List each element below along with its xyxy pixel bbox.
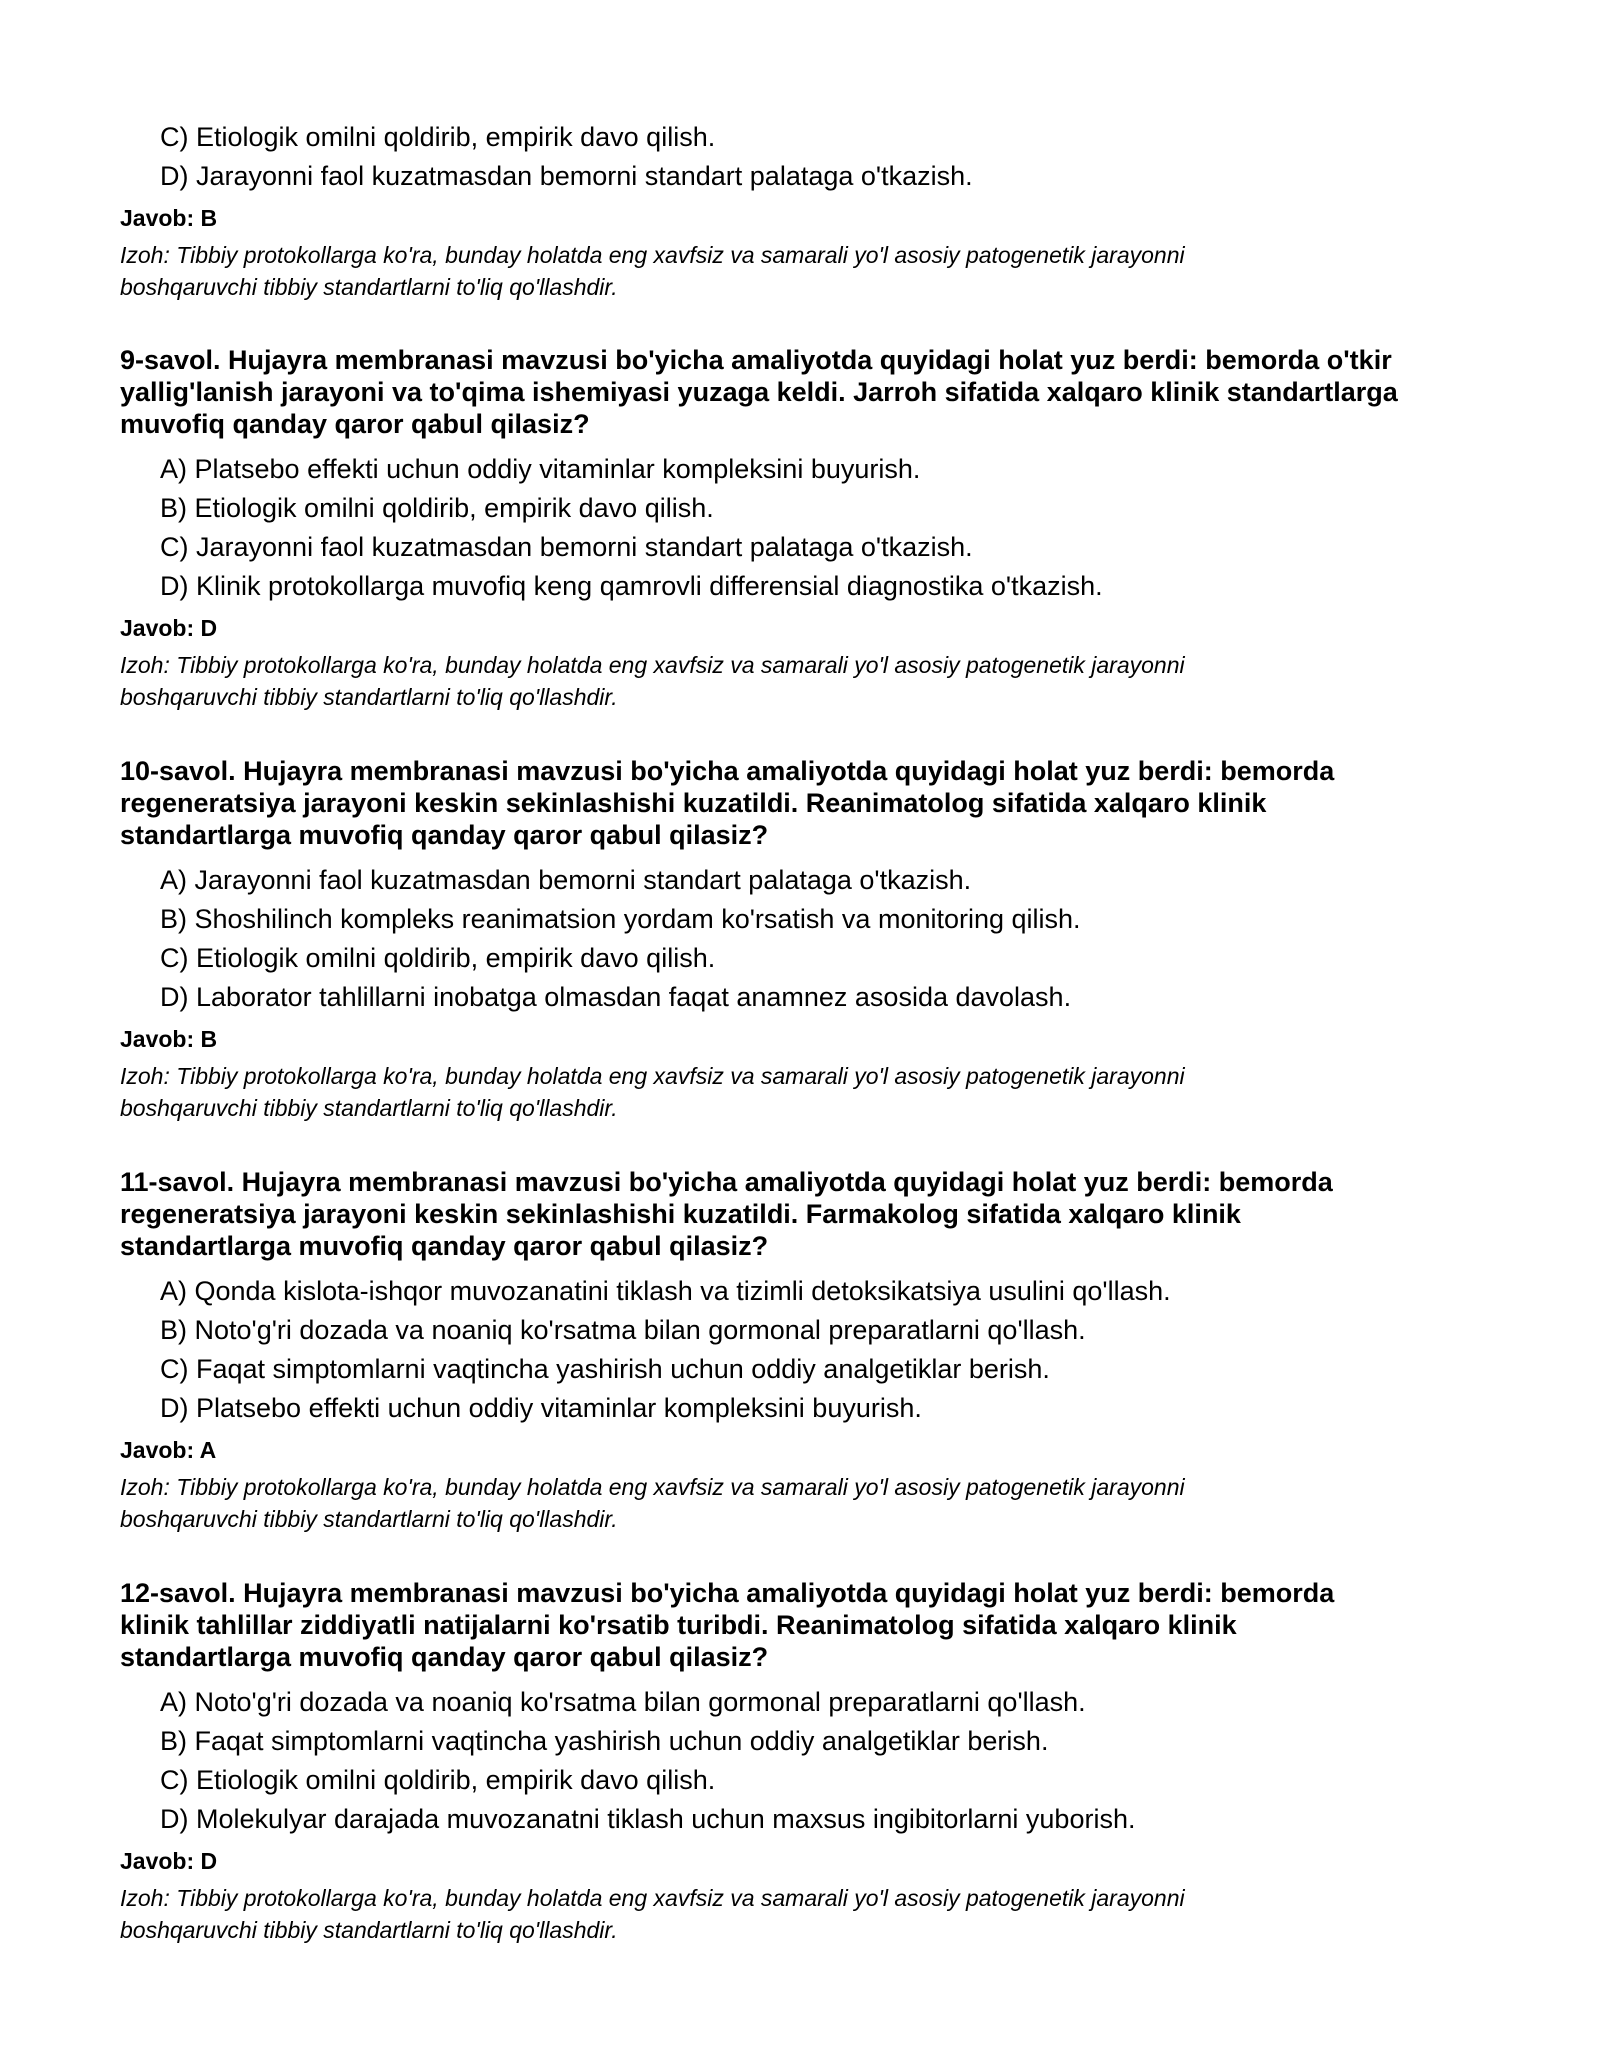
question-8-continuation (120, 118, 1500, 303)
question-title (120, 1577, 1500, 1673)
question-title-line: standartlarga muvofiq qanday qaror qabul qilasiz? (120, 1642, 769, 1672)
explanation-note (120, 239, 1500, 303)
answer-label: Javob: D (120, 615, 218, 641)
question-title-line: standartlarga muvofiq qanday qaror qabul qilasiz? (120, 820, 769, 850)
option-a: A) Jarayonni faol kuzatmasdan bemorni standart palataga o'tkazish. (160, 865, 972, 895)
question-title (120, 1166, 1500, 1262)
option-a: A) Qonda kislota-ishqor muvozanatini tiklash va tizimli detoksikatsiya usulini qo'llash. (160, 1276, 1171, 1306)
option-c: C) Etiologik omilni qoldirib, empirik davo qilish. (160, 1765, 716, 1795)
option-d: D) Klinik protokollarga muvofiq keng qamrovli differensial diagnostika o'tkazish. (160, 571, 1103, 601)
note-line: boshqaruvchi tibbiy standartlarni to'liq qo'llashdir. (120, 1917, 618, 1943)
answer-label: Javob: D (120, 1848, 218, 1874)
option-d: D) Jarayonni faol kuzatmasdan bemorni standart palataga o'tkazish. (160, 161, 973, 191)
question-title (120, 755, 1500, 851)
option-d: D) Laborator tahlillarni inobatga olmasdan faqat anamnez asosida davolash. (160, 982, 1072, 1012)
question-12 (120, 1577, 1500, 1947)
option-b: B) Shoshilinch kompleks reanimatsion yordam ko'rsatish va monitoring qilish. (160, 904, 1081, 934)
question-title-line: 11-savol. Hujayra membranasi mavzusi bo'yicha amaliyotda quyidagi holat yuz berdi: bemorda (120, 1167, 1333, 1197)
option-c: C) Faqat simptomlarni vaqtincha yashirish uchun oddiy analgetiklar berish. (160, 1354, 1050, 1384)
note-line: Izoh: Tibbiy protokollarga ko'ra, bunday holatda eng xavfsiz va samarali yo'l asosiy patogenetik jarayonni (120, 1885, 1185, 1911)
option-c: C) Jarayonni faol kuzatmasdan bemorni standart palataga o'tkazish. (160, 532, 973, 562)
question-10 (120, 755, 1500, 1125)
question-11 (120, 1166, 1500, 1536)
answer-label: Javob: B (120, 205, 218, 231)
option-a: A) Platsebo effekti uchun oddiy vitaminlar kompleksini buyurish. (160, 454, 921, 484)
note-line: Izoh: Tibbiy protokollarga ko'ra, bunday holatda eng xavfsiz va samarali yo'l asosiy patogenetik jarayonni (120, 652, 1185, 678)
explanation-note (120, 1471, 1500, 1535)
option-b: B) Faqat simptomlarni vaqtincha yashirish uchun oddiy analgetiklar berish. (160, 1726, 1049, 1756)
answer-label: Javob: B (120, 1026, 218, 1052)
explanation-note (120, 1060, 1500, 1124)
question-title-line: 9-savol. Hujayra membranasi mavzusi bo'yicha amaliyotda quyidagi holat yuz berdi: bemorda o'tkir (120, 345, 1392, 375)
question-title-line: 10-savol. Hujayra membranasi mavzusi bo'yicha amaliyotda quyidagi holat yuz berdi: bemorda (120, 756, 1335, 786)
question-9 (120, 344, 1500, 714)
question-title-line: regeneratsiya jarayoni keskin sekinlashishi kuzatildi. Farmakolog sifatida xalqaro klinik (120, 1199, 1241, 1229)
question-title-line: muvofiq qanday qaror qabul qilasiz? (120, 409, 590, 439)
note-line: boshqaruvchi tibbiy standartlarni to'liq qo'llashdir. (120, 684, 618, 710)
question-title-line: yallig'lanish jarayoni va to'qima ishemiyasi yuzaga keldi. Jarroh sifatida xalqaro klinik standartlarga (120, 377, 1398, 407)
question-title-line: standartlarga muvofiq qanday qaror qabul qilasiz? (120, 1231, 769, 1261)
option-b: B) Noto'g'ri dozada va noaniq ko'rsatma bilan gormonal preparatlarni qo'llash. (160, 1315, 1086, 1345)
option-a: A) Noto'g'ri dozada va noaniq ko'rsatma bilan gormonal preparatlarni qo'llash. (160, 1687, 1086, 1717)
explanation-note (120, 649, 1500, 713)
note-line: Izoh: Tibbiy protokollarga ko'ra, bunday holatda eng xavfsiz va samarali yo'l asosiy patogenetik jarayonni (120, 1474, 1185, 1500)
option-b: B) Etiologik omilni qoldirib, empirik davo qilish. (160, 493, 714, 523)
question-title-line: 12-savol. Hujayra membranasi mavzusi bo'yicha amaliyotda quyidagi holat yuz berdi: bemorda (120, 1578, 1335, 1608)
question-title (120, 344, 1500, 440)
note-line: Izoh: Tibbiy protokollarga ko'ra, bunday holatda eng xavfsiz va samarali yo'l asosiy patogenetik jarayonni (120, 1063, 1185, 1089)
note-line: Izoh: Tibbiy protokollarga ko'ra, bunday holatda eng xavfsiz va samarali yo'l asosiy patogenetik jarayonni (120, 242, 1185, 268)
note-line: boshqaruvchi tibbiy standartlarni to'liq qo'llashdir. (120, 274, 618, 300)
explanation-note (120, 1882, 1500, 1946)
option-d: D) Platsebo effekti uchun oddiy vitaminlar kompleksini buyurish. (160, 1393, 922, 1423)
answer-label: Javob: A (120, 1437, 217, 1463)
option-d: D) Molekulyar darajada muvozanatni tiklash uchun maxsus ingibitorlarni yuborish. (160, 1804, 1136, 1834)
question-title-line: klinik tahlillar ziddiyatli natijalarni ko'rsatib turibdi. Reanimatolog sifatida xalqaro klinik (120, 1610, 1237, 1640)
question-title-line: regeneratsiya jarayoni keskin sekinlashishi kuzatildi. Reanimatolog sifatida xalqaro klinik (120, 788, 1267, 818)
note-line: boshqaruvchi tibbiy standartlarni to'liq qo'llashdir. (120, 1095, 618, 1121)
document-page (120, 118, 1500, 1947)
option-c: C) Etiologik omilni qoldirib, empirik davo qilish. (160, 943, 716, 973)
option-c: C) Etiologik omilni qoldirib, empirik davo qilish. (160, 122, 716, 152)
note-line: boshqaruvchi tibbiy standartlarni to'liq qo'llashdir. (120, 1506, 618, 1532)
